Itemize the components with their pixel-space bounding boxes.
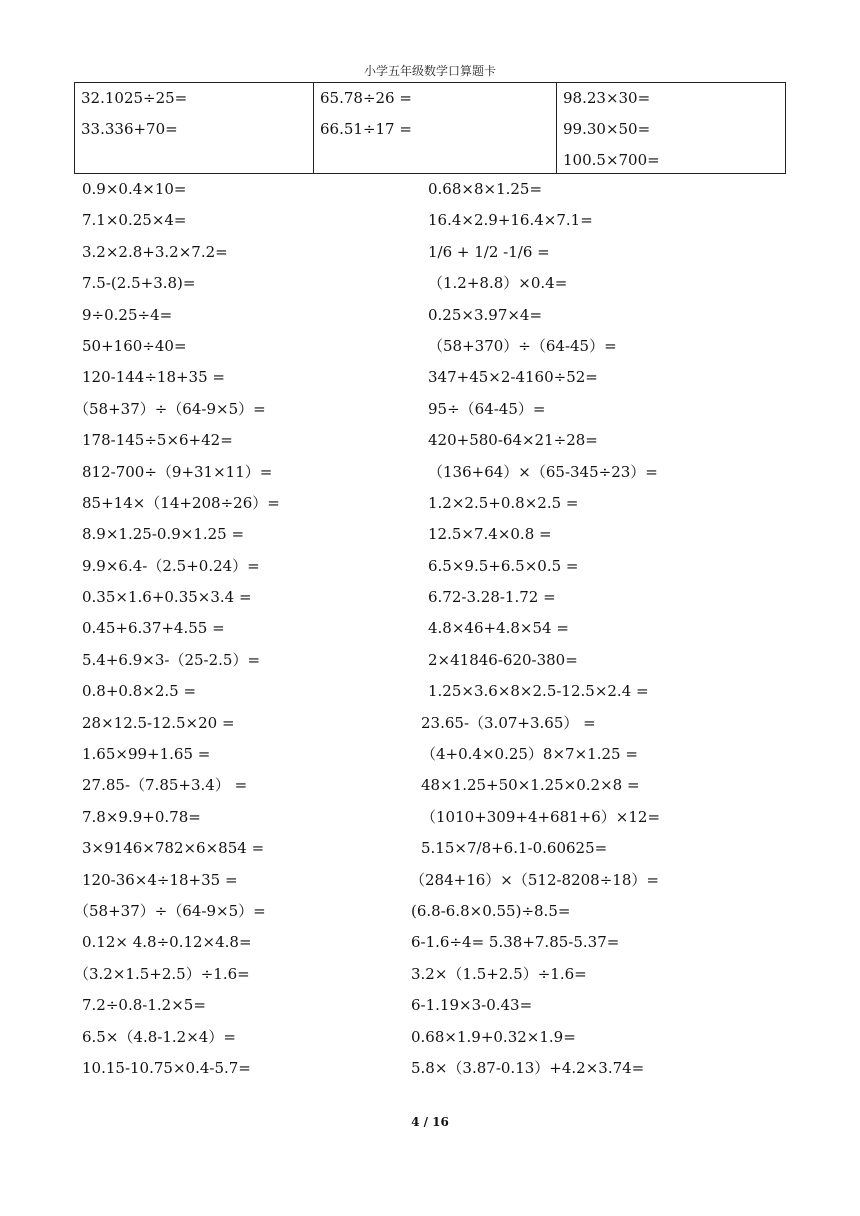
problem-row [0,488,860,519]
problem-row [0,300,860,331]
problem-text: 9.9×6.4-（2.5+0.24）= [82,556,260,575]
problem-row [0,519,860,550]
problem-text: 0.68×8×1.25= [428,180,543,198]
problem-row [0,268,860,299]
problem-text: 0.35×1.6+0.35×3.4 = [82,588,252,607]
problem-text: 85+14×（14+208÷26）= [82,493,280,512]
problem-text: （136+64）×（65-345÷23）= [428,462,658,481]
problem-row [0,1053,860,1084]
problem-text: 48×1.25+50×1.25×0.2×8 = [421,776,640,795]
problem-text: 178-145÷5×6+42= [82,431,233,450]
table-column-2 [313,83,556,173]
problem-text: 27.85-（7.85+3.4） = [82,776,248,795]
problem-text: 0.9×0.4×10= [82,180,187,198]
problem-text: 12.5×7.4×0.8 = [428,525,552,544]
problem-text: 6-1.19×3-0.43= [411,996,533,1015]
problem-text: 3×9146×782×6×854 = [82,839,265,858]
problem-text: 65.78÷26 = [320,89,412,107]
problem-text: （3.2×1.5+2.5）÷1.6= [74,964,250,983]
table-column-1 [75,83,313,173]
problem-text: 0.68×1.9+0.32×1.9= [411,1027,576,1046]
problem-text: 0.12× 4.8÷0.12×4.8= [82,933,252,952]
problem-text: 4.8×46+4.8×54 = [428,619,569,638]
problem-row [0,802,860,833]
problem-text: 33.336+70= [81,120,178,138]
problem-text: 100.5×700= [563,151,660,169]
problem-text: 120-36×4÷18+35 = [82,870,238,889]
problem-text: 6.5×（4.8-1.2×4）= [82,1027,236,1046]
problem-row [0,896,860,927]
problem-text: 28×12.5-12.5×20 = [82,713,235,732]
problem-text: 0.25×3.97×4= [428,305,543,324]
problem-text: (6.8-6.8×0.55)÷8.5= [411,901,571,920]
page-number: 4 / 16 [411,1115,449,1129]
problem-text: 7.8×9.9+0.78= [82,807,201,826]
problem-row [0,865,860,896]
problem-text: 7.5-(2.5+3.8)= [82,274,196,293]
problem-row [0,927,860,958]
problem-text: （284+16）×（512-8208÷18）= [410,870,659,889]
problem-text: 9÷0.25÷4= [82,305,173,324]
problem-text: 3.2×2.8+3.2×7.2= [82,242,228,261]
problem-text: 6.72-3.28-1.72 = [428,588,556,607]
problem-text: 420+580-64×21÷28= [428,431,598,450]
problem-row [0,457,860,488]
problem-text: 0.45+6.37+4.55 = [82,619,225,638]
problem-text: （58+37）÷（64-9×5）= [74,399,266,418]
problem-row [0,551,860,582]
problem-text: 812-700÷（9+31×11）= [82,462,273,481]
problem-text: 99.30×50= [563,120,651,138]
problem-table [74,82,786,174]
table-column-3 [556,83,785,173]
problem-row [0,959,860,990]
problem-text: 8.9×1.25-0.9×1.25 = [82,525,245,544]
problem-text: 32.1025÷25= [81,89,188,107]
problem-row [0,645,860,676]
problem-row [0,676,860,707]
problem-text: （58+37）÷（64-9×5）= [74,901,266,920]
page-header-title: 小学五年级数学口算题卡 [363,64,496,78]
problem-text: 1/6 + 1/2 -1/6 = [428,242,550,261]
problem-text: 1.25×3.6×8×2.5-12.5×2.4 = [428,682,649,701]
problem-text: 0.8+0.8×2.5 = [82,682,197,701]
problem-text: 2×41846-620-380= [428,650,578,669]
problem-text: （58+370）÷（64-45）= [428,336,617,355]
problem-row [0,205,860,236]
problem-row [0,833,860,864]
problem-text: 66.51÷17 = [320,120,412,138]
problem-text: 5.8×（3.87-0.13）+4.2×3.74= [411,1058,645,1077]
problem-row [0,394,860,425]
problem-text: （1010+309+4+681+6）×12= [421,807,661,826]
problem-row [0,613,860,644]
problem-text: 16.4×2.9+16.4×7.1= [428,211,593,230]
problem-text: 23.65-（3.07+3.65） = [421,713,596,732]
problem-text: （1.2+8.8）×0.4= [428,274,568,293]
problem-text: 5.4+6.9×3-（25-2.5）= [82,650,261,669]
problem-row [0,237,860,268]
problem-text: 120-144÷18+35 = [82,368,225,387]
problem-text: 1.2×2.5+0.8×2.5 = [428,493,579,512]
problem-text: 5.15×7/8+6.1-0.60625= [421,839,608,858]
problem-text: （4+0.4×0.25）8×7×1.25 = [421,745,638,764]
problem-row [0,708,860,739]
problem-text: 98.23×30= [563,89,651,107]
problem-row [0,174,860,205]
problem-row [0,331,860,362]
problem-text: 6-1.6÷4= 5.38+7.85-5.37= [411,933,620,952]
problem-text: 3.2×（1.5+2.5）÷1.6= [411,964,587,983]
problem-row [0,1022,860,1053]
problem-text: 10.15-10.75×0.4-5.7= [82,1058,251,1077]
problem-row [0,770,860,801]
problem-text: 7.2÷0.8-1.2×5= [82,996,206,1015]
problem-text: 347+45×2-4160÷52= [428,368,598,387]
problem-row [0,425,860,456]
problem-row [0,990,860,1021]
problem-text: 6.5×9.5+6.5×0.5 = [428,556,579,575]
problem-row [0,739,860,770]
problem-text: 1.65×99+1.65 = [82,745,211,764]
problem-text: 7.1×0.25×4= [82,211,187,230]
problem-row [0,582,860,613]
problem-row [0,362,860,393]
problem-text: 95÷（64-45）= [428,399,546,418]
problem-text: 50+160÷40= [82,336,187,355]
problem-list [0,174,860,1084]
